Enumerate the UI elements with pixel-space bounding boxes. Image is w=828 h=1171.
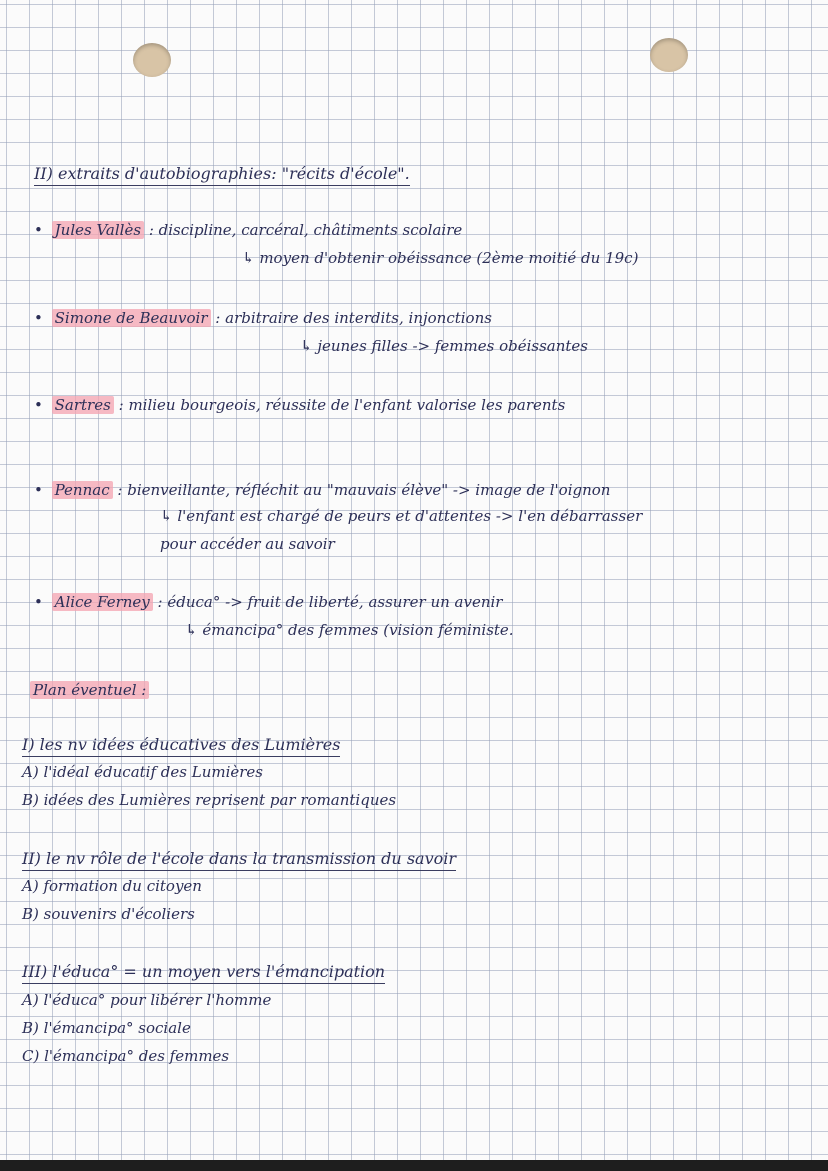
author-name: Simone de Beauvoir (52, 309, 211, 327)
plan-part-3-item-a: A) l'éduca° pour libérer l'homme (22, 991, 272, 1009)
plan-part-2-item-b: B) souvenirs d'écoliers (22, 905, 195, 923)
punch-hole-right (650, 38, 688, 72)
separator: : (117, 481, 123, 499)
separator: : (215, 309, 221, 327)
entry-text: éduca° -> fruit de liberté, assurer un avenir (167, 593, 503, 611)
entry-beauvoir (34, 308, 492, 328)
plan-part-3-item-c: C) l'émancipa° des femmes (22, 1047, 230, 1065)
entry-beauvoir-sub: ↳ jeunes filles -> femmes obéissantes (300, 337, 589, 355)
bullet: • (34, 593, 43, 611)
plan-part-3-item-b: B) l'émancipa° sociale (22, 1019, 191, 1037)
entry-pennac (34, 480, 610, 500)
section-title: II) extraits d'autobiographies: "récits d'école". (34, 164, 410, 186)
plan-part-2-heading: II) le nv rôle de l'école dans la transmission du savoir (22, 849, 456, 871)
punch-hole-left (133, 43, 171, 77)
separator: : (148, 221, 154, 239)
plan-part-1-item-a: A) l'idéal éducatif des Lumières (22, 763, 263, 781)
entry-valles (34, 220, 462, 240)
plan-label: Plan éventuel : (30, 680, 149, 700)
separator: : (157, 593, 163, 611)
author-name: Jules Vallès (52, 221, 144, 239)
entry-ferney (34, 592, 502, 612)
bullet: • (34, 396, 43, 414)
entry-text: discipline, carcéral, châtiments scolaire (158, 221, 463, 239)
entry-text: bienveillante, réfléchit au "mauvais élève" -> image de l'oignon (127, 481, 611, 499)
page-bottom-edge (0, 1160, 828, 1171)
entry-text: milieu bourgeois, réussite de l'enfant valorise les parents (128, 396, 566, 414)
plan-part-3-heading: III) l'éduca° = un moyen vers l'émancipation (22, 962, 385, 984)
entry-text: arbitraire des interdits, injonctions (225, 309, 492, 327)
entry-pennac-sub: ↳ l'enfant est chargé de peurs et d'attentes -> l'en débarrasser (160, 507, 643, 525)
entry-valles-sub: ↳ moyen d'obtenir obéissance (2ème moitié du 19c) (242, 249, 639, 267)
author-name: Sartres (52, 396, 114, 414)
author-name: Pennac (52, 481, 113, 499)
bullet: • (34, 309, 43, 327)
entry-ferney-sub: ↳ émancipa° des femmes (vision féministe. (185, 621, 514, 639)
bullet: • (34, 481, 43, 499)
plan-part-1-heading: I) les nv idées éducatives des Lumières (22, 735, 340, 757)
entry-sartre (34, 395, 565, 415)
plan-part-2-item-a: A) formation du citoyen (22, 877, 202, 895)
author-name: Alice Ferney (52, 593, 153, 611)
separator: : (118, 396, 124, 414)
plan-part-1-item-b: B) idées des Lumières reprisent par romantiques (22, 791, 397, 809)
entry-pennac-sub-2: pour accéder au savoir (160, 535, 335, 553)
bullet: • (34, 221, 43, 239)
